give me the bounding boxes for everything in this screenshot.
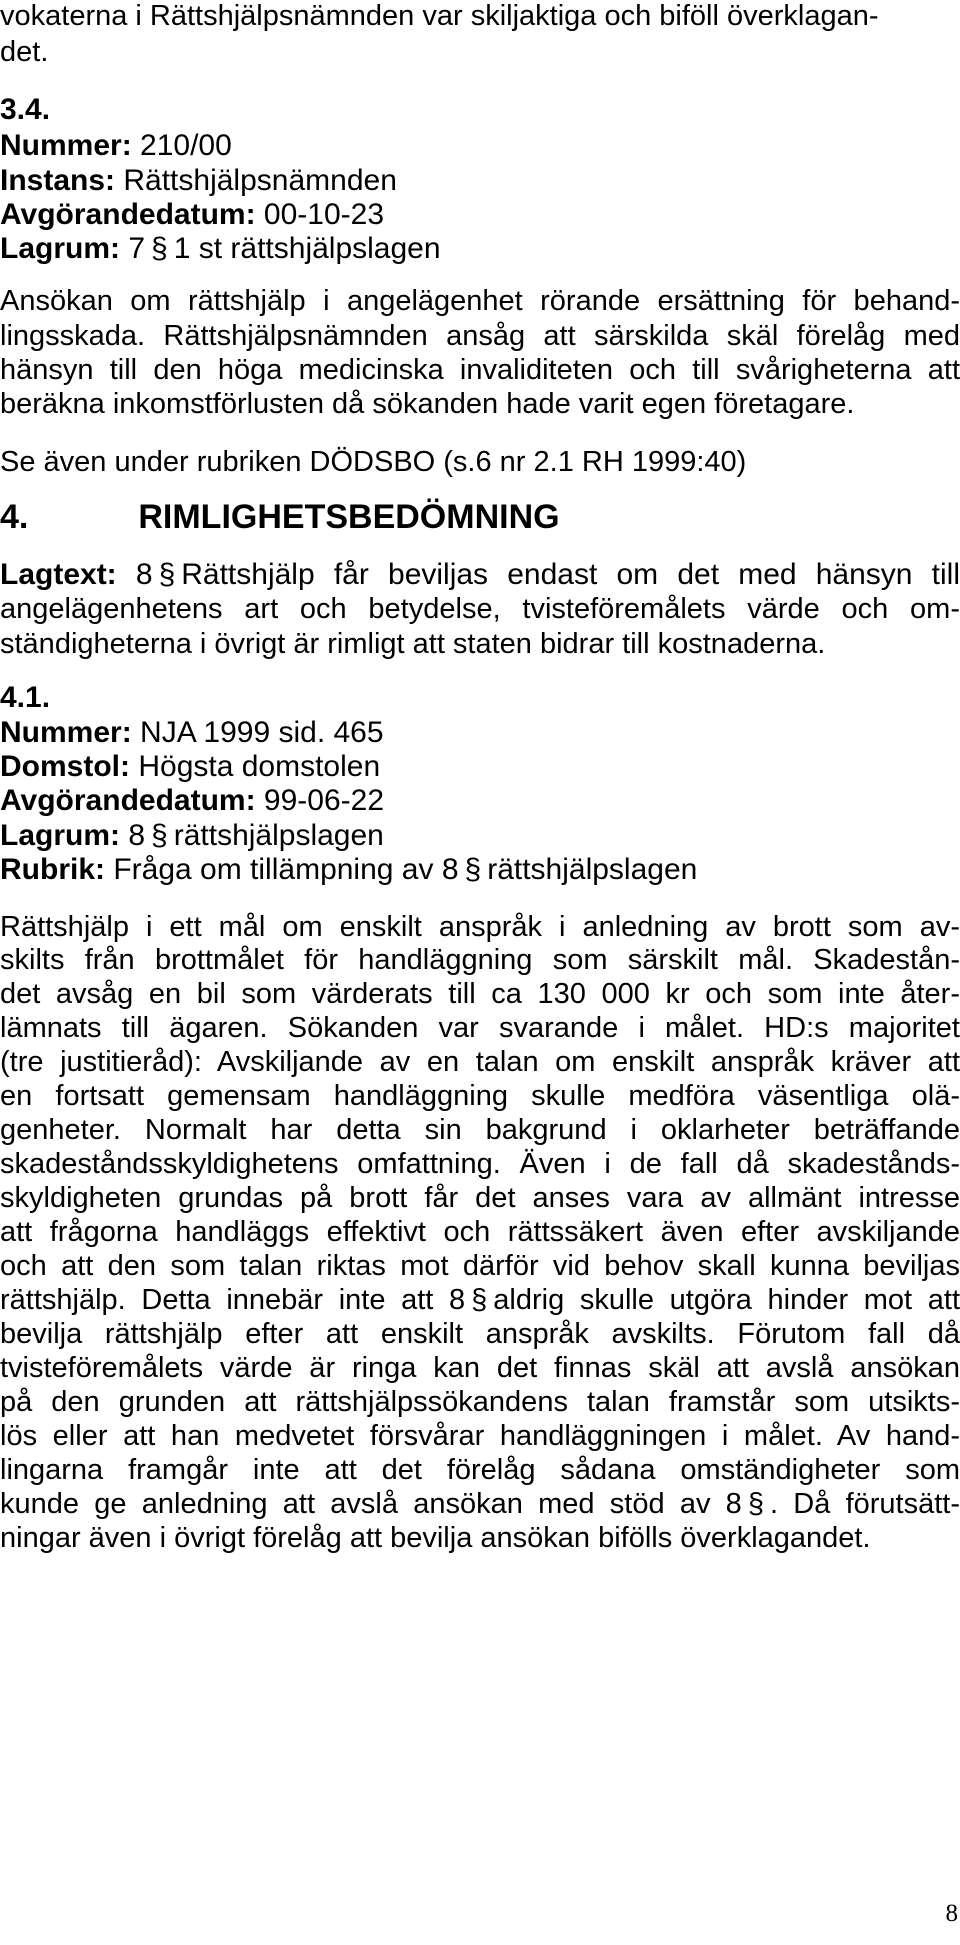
case-3-4-avgorandedatum — [0, 200, 960, 230]
case-4-1-body-line — [0, 1490, 960, 1519]
nummer-label: Nummer: — [0, 129, 132, 162]
case-4-1-body-line: lös eller att han medvetet försvårar handläggningen i målet. Av hand- — [0, 1420, 960, 1452]
domstol-value: Högsta domstolen — [138, 750, 381, 783]
section-sign-icon: § — [151, 232, 168, 265]
case-4-1-nummer — [0, 718, 960, 748]
case-4-1-body-line: lämnats till ägaren. Sökanden var svarande i målet. HD:s majoritet — [0, 1012, 960, 1044]
case-4-1-body-line: det avsåg en bil som värderats till ca 130 000 kr och som inte åter- — [0, 978, 960, 1010]
case-4-1-avgorandedatum — [0, 786, 960, 816]
lagtext-num: 8 — [135, 558, 153, 591]
lagrum-rest: 1 st rättshjälpslagen — [173, 232, 441, 265]
see-also-reference: Se även under rubriken DÖDSBO (s.6 nr 2.1 RH 1999:40) — [0, 446, 747, 478]
section-4-heading — [0, 500, 960, 534]
rubrik-rest: rättshjälpslagen — [487, 853, 698, 886]
case-4-1-domstol — [0, 752, 960, 782]
case-3-4-nummer — [0, 131, 960, 161]
lagrum-num: 7 — [128, 232, 146, 265]
case-3-4-instans — [0, 166, 960, 196]
case-3-4-body-line: lingsskada. Rättshjälpsnämnden ansåg att särskilda skäl förelåg med — [0, 320, 960, 352]
instans-label: Instans: — [0, 164, 116, 197]
case-4-1-heading: 4.1. — [0, 681, 51, 714]
intro-line-1: vokaterna i Rättshjälpsnämnden var skiljaktiga och biföll överklagan- — [0, 0, 879, 32]
case-4-1-body-line: att frågorna handläggs effektivt och rättssäkert även efter avskiljande — [0, 1216, 960, 1248]
case-4-1-lagrum — [0, 821, 960, 851]
case-4-1-body-line: på den grunden att rättshjälpssökandens talan framstår som utsikts- — [0, 1386, 960, 1418]
case-4-1-body-line: ningar även i övrigt förelåg att bevilja ansökan bifölls överklagandet. — [0, 1522, 871, 1554]
section-sign-icon: § — [747, 1488, 764, 1520]
nummer-value: NJA 1999 sid. 465 — [140, 716, 384, 749]
case-4-1-body-line: skyldigheten grundas på brott får det anses vara av allmänt intresse — [0, 1182, 960, 1214]
case-4-1-body-line: (tre justitieråd): Avskiljande av en talan om enskilt anspråk kräver att — [0, 1046, 960, 1078]
avgorandedatum-value: 99-06-22 — [263, 784, 385, 817]
case-4-1-body-line — [0, 1286, 960, 1315]
rubrik-pre: Fråga om tillämpning av 8 — [113, 853, 459, 886]
body-line-part: . Då förutsätt- — [769, 1488, 960, 1520]
body-line-part: aldrig skulle utgöra hinder mot att — [493, 1284, 960, 1316]
intro-line-2: det. — [0, 36, 49, 68]
section-sign-icon: § — [158, 558, 176, 591]
section-sign-icon: § — [464, 853, 482, 886]
nummer-label: Nummer: — [0, 716, 132, 749]
avgorandedatum-value: 00-10-23 — [263, 198, 385, 231]
page-number: 8 — [945, 1900, 958, 1927]
section-sign-icon: § — [151, 819, 168, 852]
lagtext-line: ständigheterna i övrigt är rimligt att staten bidrar till kostnaderna. — [0, 628, 826, 660]
lagrum-label: Lagrum: — [0, 819, 120, 852]
nummer-value: 210/00 — [140, 129, 232, 162]
lagtext-line-1 — [0, 560, 960, 590]
case-3-4-heading: 3.4. — [0, 93, 51, 126]
section-title: RIMLIGHETSBEDÖMNING — [138, 498, 560, 536]
lagtext-label: Lagtext: — [0, 558, 117, 591]
rubrik-label: Rubrik: — [0, 853, 105, 886]
body-line-part: kunde ge anledning att avslå ansökan med stöd av 8 — [0, 1488, 742, 1520]
case-3-4-body-line: Ansökan om rättshjälp i angelägenhet rörande ersättning för behand- — [0, 285, 960, 317]
lagrum-label: Lagrum: — [0, 232, 120, 265]
section-sign-icon: § — [471, 1284, 488, 1316]
case-4-1-body-line: lingarna framgår inte att det förelåg sådana omständigheter som — [0, 1454, 960, 1486]
avgorandedatum-label: Avgörandedatum: — [0, 198, 256, 231]
case-4-1-body-line: och att den som talan riktas mot därför vid behov skall kunna beviljas — [0, 1250, 960, 1282]
case-3-4-lagrum — [0, 234, 960, 264]
instans-value: Rättshjälpsnämnden — [123, 164, 397, 197]
avgorandedatum-label: Avgörandedatum: — [0, 784, 256, 817]
case-3-4-body-line: beräkna inkomstförlusten då sökanden hade varit egen företagare. — [0, 388, 855, 420]
case-4-1-body-line: genheter. Normalt har detta sin bakgrund i oklarheter beträffande — [0, 1114, 960, 1146]
case-4-1-body-line: tvisteföremålets värde är ringa kan det finnas skäl att avslå ansökan — [0, 1352, 960, 1384]
case-4-1-body-line: skadeståndsskyldighetens omfattning. Även i de fall då skadestånds- — [0, 1148, 960, 1180]
lagrum-rest: rättshjälpslagen — [173, 819, 384, 852]
case-4-1-body-line: Rättshjälp i ett mål om enskilt anspråk i anledning av brott som av- — [0, 911, 960, 943]
case-4-1-body-line: skilts från brottmålet för handläggning som särskilt mål. Skadestån- — [0, 944, 960, 976]
lagtext-first: Rättshjälp får beviljas endast om det med hänsyn till — [181, 558, 960, 591]
section-number: 4. — [0, 498, 29, 536]
lagtext-line: angelägenhetens art och betydelse, tvisteföremålets värde och om- — [0, 593, 960, 625]
domstol-label: Domstol: — [0, 750, 130, 783]
case-4-1-rubrik — [0, 855, 960, 885]
case-4-1-body-line: bevilja rättshjälp efter att enskilt anspråk avskilts. Förutom fall då — [0, 1318, 960, 1350]
case-4-1-body-line: en fortsatt gemensam handläggning skulle medföra väsentliga olä- — [0, 1080, 960, 1112]
body-line-part: rättshjälp. Detta innebär inte att 8 — [0, 1284, 466, 1316]
lagrum-num: 8 — [128, 819, 146, 852]
case-3-4-body-line: hänsyn till den höga medicinska invaliditeten och till svårigheterna att — [0, 354, 960, 386]
